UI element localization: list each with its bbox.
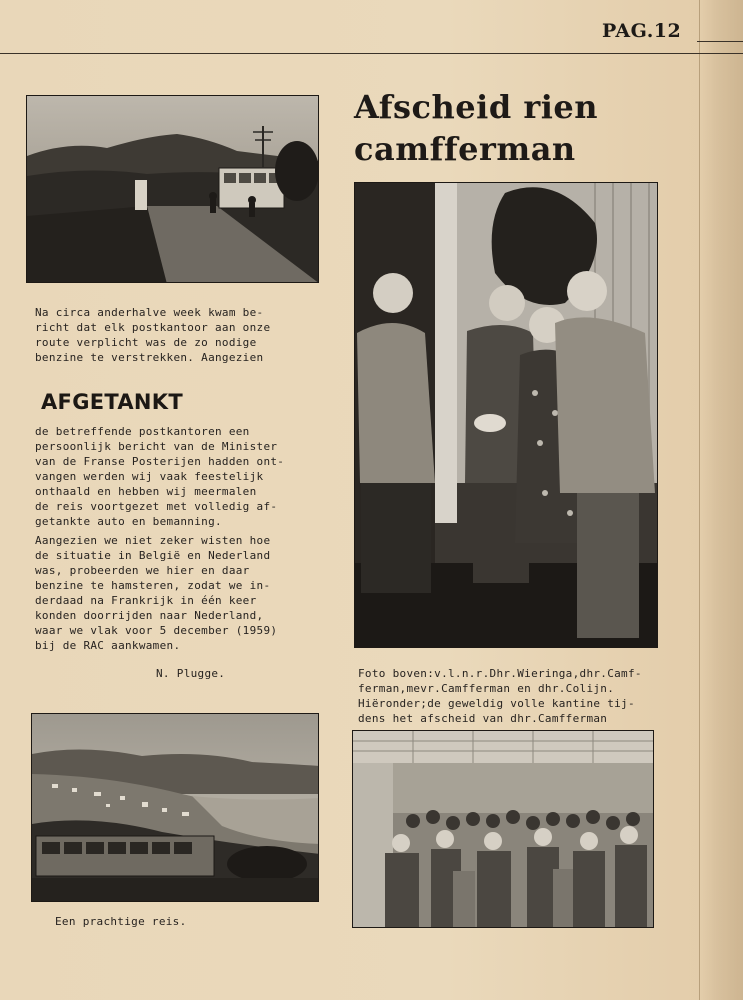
paragraph-2: Aangezien we niet zeker wisten hoe de situatie in België en Nederland was, probeerden we hier en daar benzine te hamsteren, zodat we in- derdaad na Frankrijk in één keer konden doorrijden naar Nederland, waar we vlak voor 5 december (1959) bij de RAC aankwamen. [35,534,278,652]
section-subhead: AFGETANKT [41,390,183,414]
coastal-panorama-photo [31,713,319,902]
binding-edge [699,0,743,1000]
bottom-photo-caption: Een prachtige reis. [55,915,187,928]
page-number: PAG.12 [602,20,682,42]
headline-line-2: camfferman [354,130,576,168]
paragraph-1: de betreffende postkantoren een persoonlijk bericht van de Minister van de Franse Posterijen hadden ont- vangen werden wij vaak feestelijk onthaald en hebben wij meermalen de reis voortgezet met volledig af- getankte auto en bemanning. [35,425,285,528]
intro-paragraph: Na circa anderhalve week kwam be- richt dat elk postkantoor aan onze route verplicht was de zo nodige benzine te verstrekken. Aangezien [35,306,271,364]
crowded-canteen-photo [352,730,654,928]
author-signature: N. Plugge. [156,667,226,680]
header-rule-short [697,41,743,42]
article-headline [354,86,674,170]
headline-line-1: Afscheid rien [354,88,598,126]
road-bus-photo [26,95,319,283]
photo-caption: Foto boven:v.l.n.r.Dhr.Wieringa,dhr.Camf- ferman,mevr.Camfferman en dhr.Colijn. Hiëronder;de geweldig volle kantine tij- dens het afscheid van dhr.Camfferman [358,667,642,725]
header-rule [0,53,743,54]
handshake-group-photo [354,182,658,648]
